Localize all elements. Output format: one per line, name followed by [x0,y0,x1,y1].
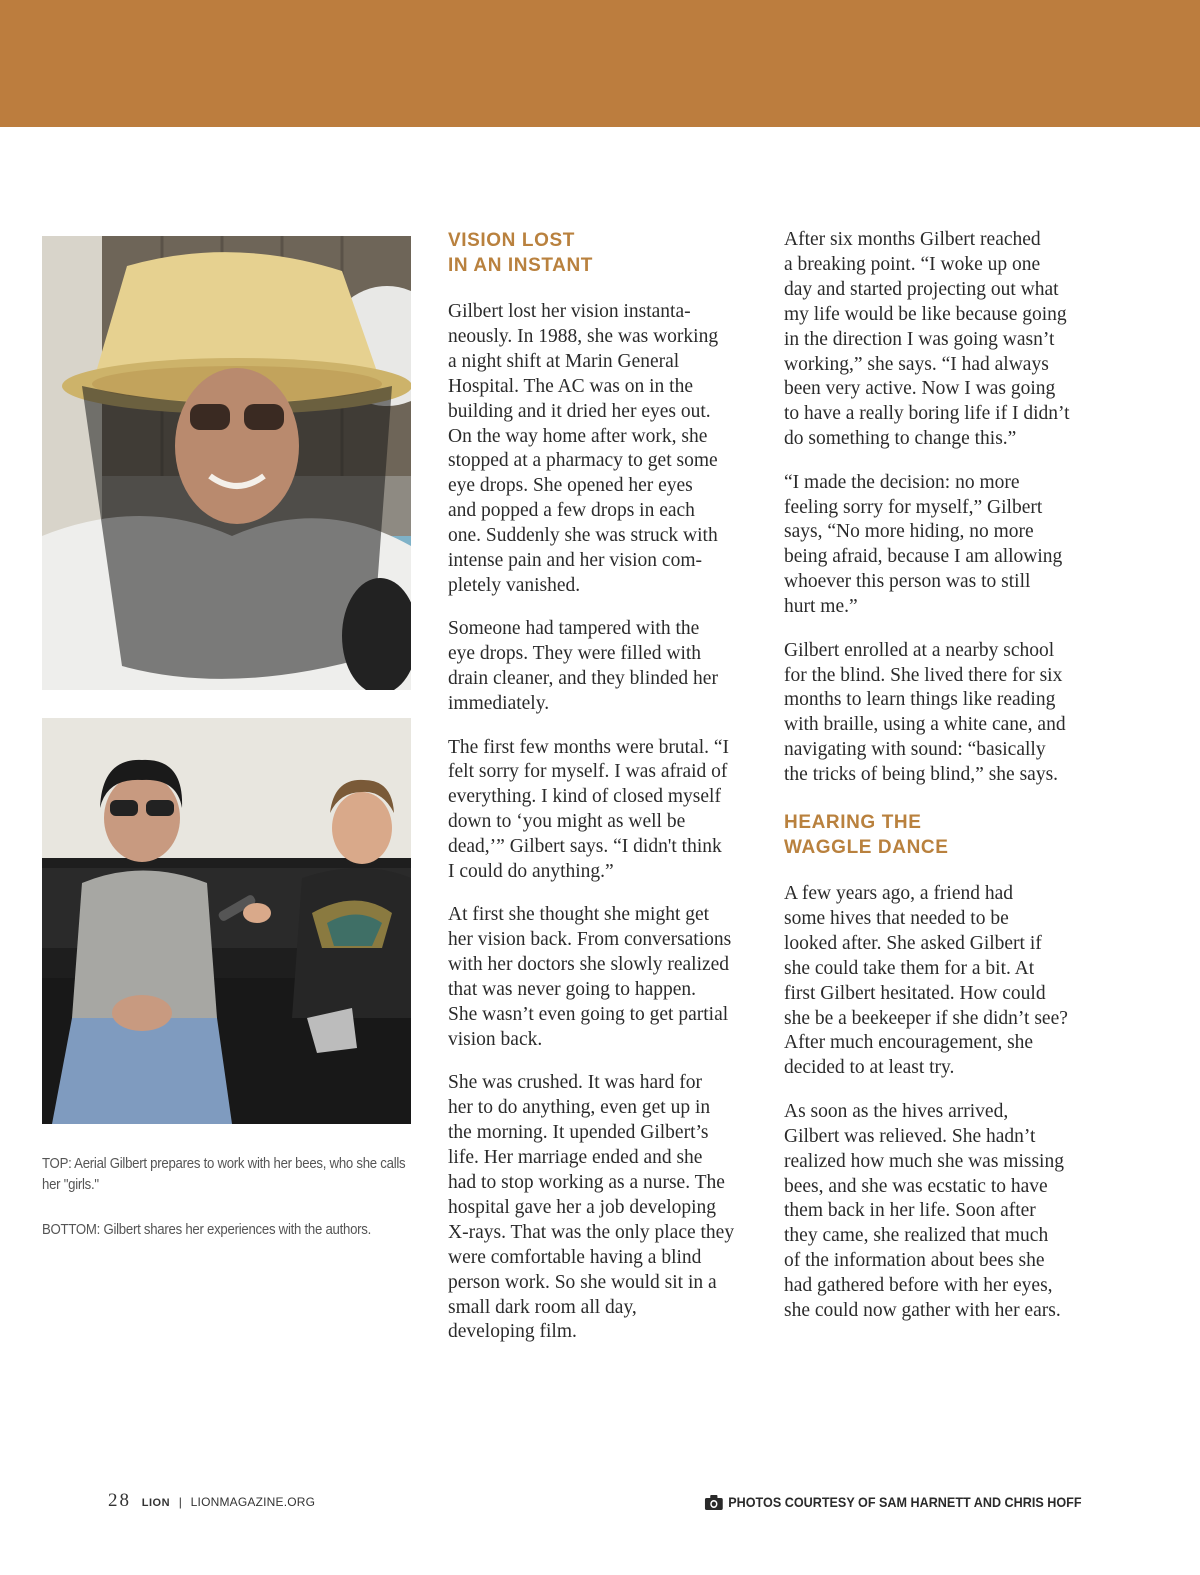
article-column-middle [448,228,758,1364]
article-paragraph: At first she thought she might get her vision back. From conversations with her doctors she slowly realized that was never going to happen. She wasn’t even going to get partial vision back. [448,904,732,1050]
magazine-name: LION [141,1497,171,1509]
photo-credit-text: PHOTOS COURTESY OF SAM HARNETT AND CHRIS HOFF [728,1494,1082,1510]
photo-credit [705,1494,1082,1510]
top-color-band [0,0,1200,127]
article-paragraph: Gilbert lost her vision instanta- neously. In 1988, she was working a night shift at Marin General Hospital. The AC was on in the building and it dried her eyes out. On the way home after work, she stopped at a pharmacy to get some eye drops. She opened her eyes and popped a few drops in each one. Suddenly she was struck with intense pain and her vision com- pletely vanished. [448,301,719,596]
camera-icon [705,1495,723,1510]
article-paragraph: As soon as the hives arrived, Gilbert was relieved. She hadn’t realized how much she was missing bees, and she was ecstatic to have them back in her life. Soon after they came, she realized that much of the information about bees she had gathered before with her eyes, she could now gather with her ears. [784,1100,1064,1322]
article-paragraph: Gilbert enrolled at a nearby school for the blind. She lived there for six months to learn things like reading with braille, using a white cane, and navigating with sound: “basically the tricks of being blind,” she says. [784,639,1066,786]
article-paragraph: A few years ago, a friend had some hives that needed to be looked after. She asked Gilbert if she could take them for a bit. At first Gilbert hesitated. How could she be a beekeeper if she didn’t see? After much encouragement, she decided to at least try. [784,883,1068,1079]
page-number: 28 [108,1490,131,1511]
page-footer-left [108,1490,315,1512]
article-paragraph: After six months Gilbert reached a breaking point. “I woke up one day and started projecting out what my life would be like because going in the direction I was going wasn’t working,” she says. “I had always been very active. Now I was going to have a really boring life if I didn’t do something to change this.” [784,229,1070,450]
article-paragraph: Someone had tampered with the eye drops. They were filled with drain cleaner, and they blinded her immediately. [448,618,718,715]
heading-vision-lost: VISION LOST IN AN INSTANT [448,230,594,276]
caption-bottom-photo: BOTTOM: Gilbert shares her experiences with the authors. [42,1221,372,1238]
article-column-right [784,228,1094,1342]
photo-interview-couch [42,718,411,1124]
article-paragraph: The first few months were brutal. “I felt sorry for myself. I was afraid of everything. I kind of closed myself down to ‘you might as well be dead,’” Gilbert says. “I didn't think I could do anything.” [448,736,730,883]
article-paragraph: “I made the decision: no more feeling sorry for myself,” Gilbert says, “No more hiding, no more being afraid, because I am allowing whoever this person was to still hurt me.” [784,471,1063,618]
photo-beekeeper-hat [42,236,411,690]
article-paragraph: She was crushed. It was hard for her to do anything, even get up in the morning. It upended Gilbert’s life. Her marriage ended and she had to stop working as a nurse. The hospital gave her a job developing X-rays. That was the only place they were comfortable having a blind person work. So she would sit in a small dark room all day, developing film. [448,1072,735,1343]
magazine-website-link[interactable]: LIONMAGAZINE.ORG [190,1495,316,1509]
footer-separator: | [178,1495,182,1509]
heading-hearing-waggle: HEARING THE WAGGLE DANCE [784,812,949,859]
caption-top-photo: TOP: Aerial Gilbert prepares to work with her bees, who she calls her "girls." [42,1155,406,1193]
